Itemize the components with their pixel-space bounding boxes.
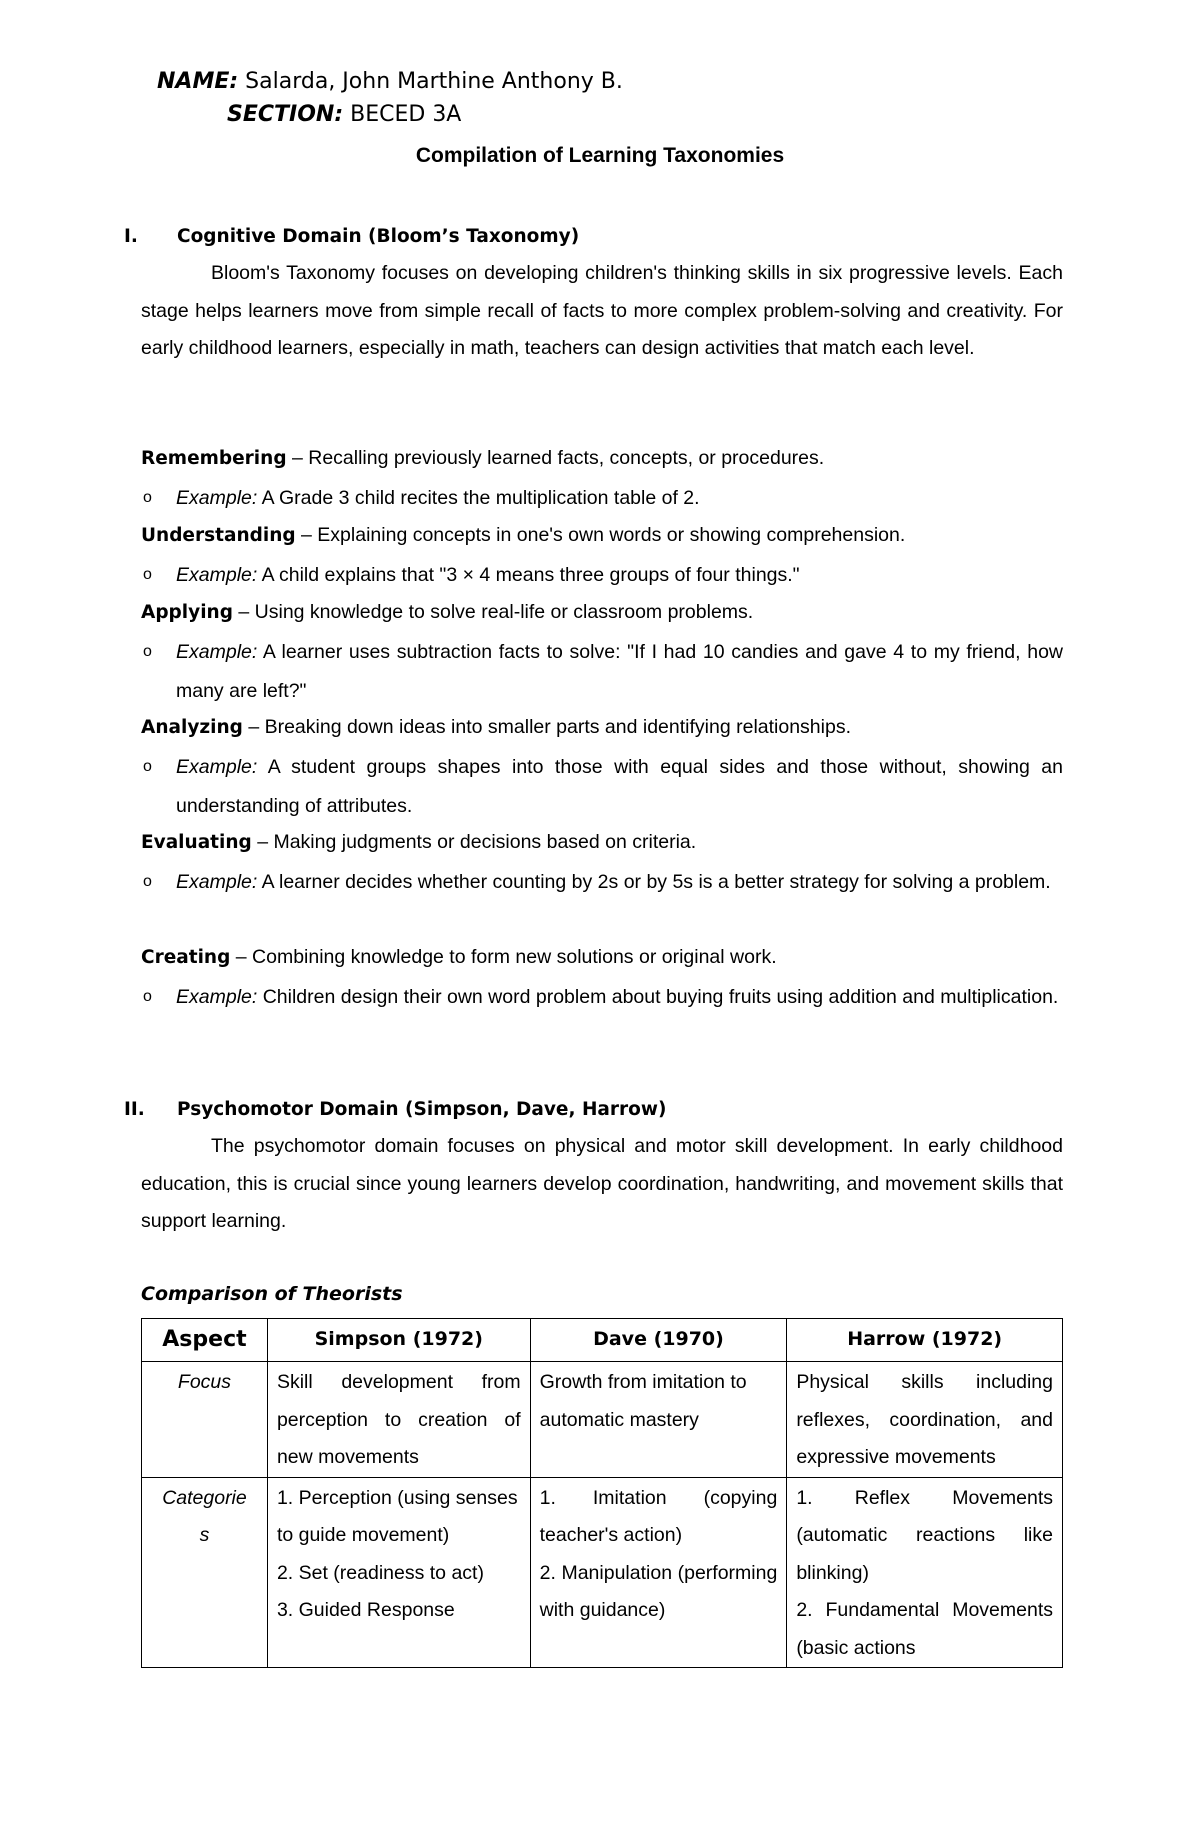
category-item: 2. Set (readiness to act) [276, 1561, 484, 1584]
table-caption: Comparison of Theorists [141, 1283, 403, 1305]
row-label-focus: Focus [142, 1362, 268, 1478]
bullet-icon: o [143, 873, 152, 890]
example-remembering [176, 479, 1063, 518]
level-definition: – Using knowledge to solve real-life or classroom problems. [232, 601, 754, 623]
cell-focus-simpson: Skill development from perception to creation of new movements [267, 1362, 530, 1478]
section1-intro-text: Bloom's Taxonomy focuses on developing children's thinking skills in six progressive levels. Each stage helps learners move from simple recall of facts to more complex problem-solving and creativity. For early childhood learners, especially in math, teachers can design activities that match each level. [141, 262, 1063, 359]
example-label: Example: [176, 564, 258, 586]
cell-categories-dave [530, 1477, 787, 1668]
bullet-icon: o [143, 566, 152, 583]
category-item: 3. Guided Response [276, 1599, 455, 1621]
section2-heading: Psychomotor Domain (Simpson, Dave, Harrow) [177, 1099, 667, 1120]
document-title: Compilation of Learning Taxonomies [415, 144, 785, 167]
level-term: Creating [141, 947, 231, 968]
level-applying [141, 601, 753, 624]
section-value: BECED 3A [350, 102, 462, 127]
theorists-comparison-table [141, 1318, 1063, 1668]
example-label: Example: [176, 756, 258, 778]
row-label-categories [142, 1477, 268, 1668]
example-text: A learner decides whether counting by 2s or by 5s is a better strategy for solving a problem. [257, 871, 1051, 893]
example-label: Example: [176, 986, 258, 1008]
section1-intro [141, 255, 1063, 368]
cell-focus-dave: Growth from imitation to automatic mastery [530, 1362, 787, 1478]
level-remembering [141, 447, 824, 470]
bullet-icon: o [143, 988, 152, 1005]
category-item: 1. Perception (using senses to guide movement) [276, 1486, 518, 1546]
bullet-icon: o [143, 758, 152, 775]
column-header-dave: Dave (1970) [530, 1319, 787, 1362]
column-header-harrow: Harrow (1972) [787, 1319, 1063, 1362]
section1-numeral: I. [124, 226, 138, 247]
example-applying [176, 633, 1063, 710]
category-item: 2. Manipulation (performing with guidance) [539, 1561, 778, 1621]
level-term: Applying [141, 602, 233, 623]
section-label: SECTION: [227, 102, 344, 127]
cell-focus-harrow: Physical skills including reflexes, coordination, and expressive movements [787, 1362, 1063, 1478]
level-term: Evaluating [141, 832, 252, 853]
level-analyzing [141, 716, 851, 739]
name-label: NAME: [157, 69, 239, 94]
section2-intro-text: The psychomotor domain focuses on physical and motor skill development. In early childhood education, this is crucial since young learners develop coordination, handwriting, and movement skills that support learning. [141, 1135, 1063, 1232]
row-label-line: Categorie [162, 1486, 247, 1509]
category-item: 1. Reflex Movements (automatic reactions like blinking) [796, 1486, 1053, 1584]
example-text: A child explains that "3 × 4 means three groups of four things." [257, 564, 800, 586]
table-row-categories [142, 1477, 1063, 1668]
section-line [227, 102, 461, 127]
name-line [157, 69, 623, 94]
name-value: Salarda, John Marthine Anthony B. [245, 69, 623, 94]
example-creating [176, 978, 1063, 1017]
bullet-icon: o [143, 489, 152, 506]
example-analyzing [176, 748, 1063, 825]
example-text: A learner uses subtraction facts to solve: "If I had 10 candies and gave 4 to my friend, how many are left?" [176, 641, 1063, 702]
cell-categories-harrow [787, 1477, 1063, 1668]
example-text: A Grade 3 child recites the multiplication table of 2. [257, 487, 700, 509]
example-label: Example: [176, 871, 258, 893]
level-term: Understanding [141, 525, 296, 546]
level-definition: – Combining knowledge to form new solutions or original work. [230, 946, 777, 968]
example-text: A student groups shapes into those with equal sides and those without, showing an understanding of attributes. [176, 756, 1063, 817]
category-item: 1. Imitation (copying teacher's action) [539, 1486, 778, 1546]
example-evaluating [176, 863, 1063, 902]
category-item: 2. Fundamental Movements (basic actions [796, 1599, 1053, 1659]
example-understanding [176, 556, 1063, 595]
cell-categories-simpson [267, 1477, 530, 1668]
table-header-row [142, 1319, 1063, 1362]
bullet-icon: o [143, 643, 152, 660]
level-evaluating [141, 831, 696, 854]
level-definition: – Explaining concepts in one's own words or showing comprehension. [295, 524, 906, 546]
example-text: Children design their own word problem about buying fruits using addition and multiplication. [257, 986, 1059, 1008]
level-understanding [141, 524, 905, 547]
section2-numeral: II. [124, 1099, 145, 1120]
section2-intro [141, 1128, 1063, 1241]
row-label-line: s [199, 1524, 210, 1546]
example-label: Example: [176, 487, 258, 509]
example-label: Example: [176, 641, 258, 663]
level-term: Analyzing [141, 717, 243, 738]
level-term: Remembering [141, 448, 287, 469]
level-creating [141, 946, 777, 969]
table-row-focus [142, 1362, 1063, 1478]
section1-heading: Cognitive Domain (Bloom’s Taxonomy) [177, 226, 580, 247]
column-header-simpson: Simpson (1972) [267, 1319, 530, 1362]
column-header-aspect: Aspect [142, 1319, 268, 1362]
level-definition: – Breaking down ideas into smaller parts and identifying relationships. [242, 716, 851, 738]
level-definition: – Recalling previously learned facts, concepts, or procedures. [286, 447, 825, 469]
level-definition: – Making judgments or decisions based on criteria. [251, 831, 697, 853]
